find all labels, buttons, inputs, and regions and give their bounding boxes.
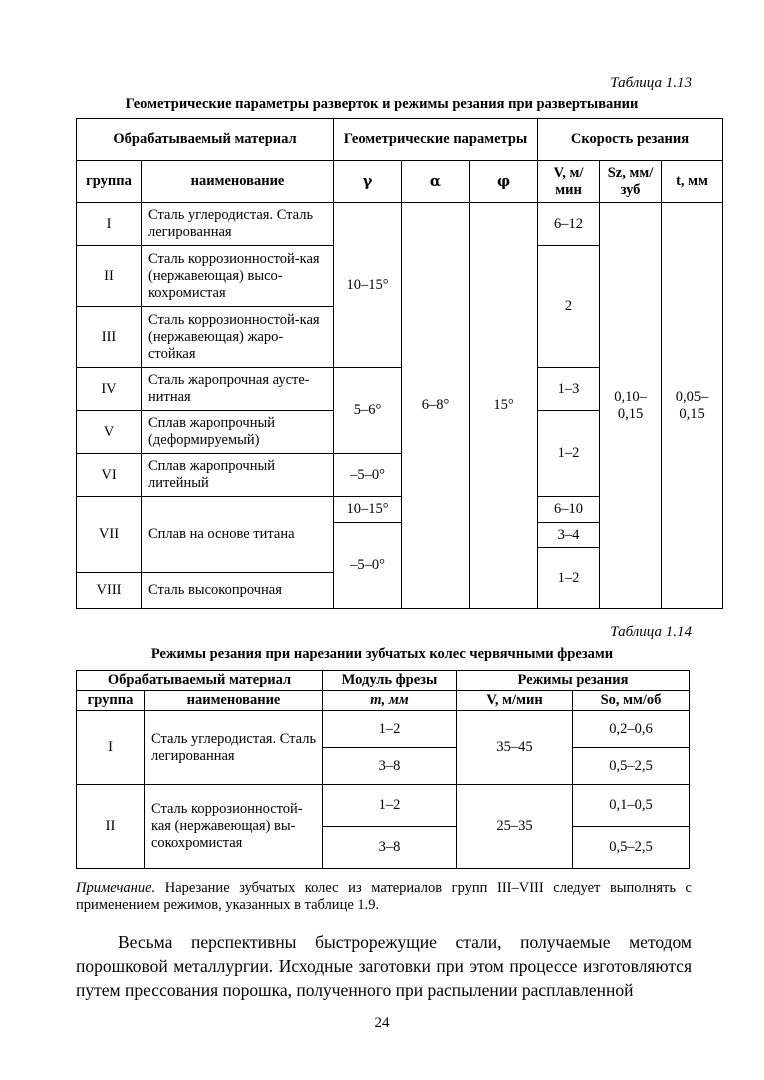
s-header: Sz, мм/зуб	[600, 161, 662, 203]
group-cell: VIII	[77, 573, 142, 609]
alpha-cell: 6–8°	[402, 203, 470, 609]
name-cell: Сталь высокопрочная	[142, 573, 334, 609]
group-header: группа	[77, 691, 145, 711]
name-cell: Сталь коррозионностой-кая (нержавеющая) жаро-стойкая	[142, 307, 334, 368]
speed-header: Скорость резания	[538, 119, 723, 161]
t-cell: 0,05–0,15	[662, 203, 723, 609]
name-cell: Сталь углеродистая. Сталь легированная	[142, 203, 334, 246]
s-header: Sо, мм/об	[573, 691, 690, 711]
alpha-header: α	[402, 161, 470, 203]
gamma-header: γ	[334, 161, 402, 203]
t-header: t, мм	[662, 161, 723, 203]
group-cell: II	[77, 785, 145, 869]
v-cell: 1–2	[538, 411, 600, 497]
name-cell: Сталь коррозионностой-кая (нержавеющая) вы-сокохромистая	[145, 785, 323, 869]
gamma-cell: 10–15°	[334, 203, 402, 368]
table-note	[76, 880, 692, 914]
table-1-14-label: Таблица 1.14	[610, 624, 692, 640]
page-number: 24	[374, 1015, 390, 1031]
table-1-14	[76, 670, 690, 869]
geometry-header: Геометрические параметры	[334, 119, 538, 161]
name-cell: Сплав на основе титана	[142, 497, 334, 573]
v-cell: 25–35	[457, 785, 573, 869]
gamma-cell: –5–0°	[334, 454, 402, 497]
name-cell: Сталь углеродистая. Сталь легированная	[145, 711, 323, 785]
note-text: Нарезание зубчатых колес из материалов групп III–VIII следует выполнять с применением режимов, указанных в таблице 1.9.	[76, 880, 692, 913]
s-cell: 0,2–0,6	[573, 711, 690, 748]
m-cell: 1–2	[323, 785, 457, 827]
m-cell: 3–8	[323, 748, 457, 785]
name-cell: Сталь коррозионностой-кая (нержавеющая) высо-кохромистая	[142, 246, 334, 307]
phi-header: φ	[470, 161, 538, 203]
v-cell: 1–2	[538, 548, 600, 609]
v-header: V, м/мин	[457, 691, 573, 711]
v-cell: 35–45	[457, 711, 573, 785]
group-cell: II	[77, 246, 142, 307]
module-header: Модуль фрезы	[323, 671, 457, 691]
table-1-14-title: Режимы резания при нарезании зубчатых колес червячными фрезами	[150, 646, 614, 662]
s-cell: 0,5–2,5	[573, 827, 690, 869]
name-cell: Сплав жаропрочный (деформируемый)	[142, 411, 334, 454]
v-cell: 3–4	[538, 523, 600, 548]
name-header: наименование	[145, 691, 323, 711]
s-cell: 0,1–0,5	[573, 785, 690, 827]
s-cell: 0,5–2,5	[573, 748, 690, 785]
m-header: m, мм	[323, 691, 457, 711]
note-label: Примечание.	[76, 880, 156, 896]
group-cell: VI	[77, 454, 142, 497]
table-1-13	[76, 118, 723, 609]
v-cell: 6–12	[538, 203, 600, 246]
material-header: Обрабатываемый материал	[77, 671, 323, 691]
gamma-cell: 10–15°	[334, 497, 402, 523]
m-cell: 3–8	[323, 827, 457, 869]
table-1-13-label: Таблица 1.13	[610, 75, 692, 91]
m-cell: 1–2	[323, 711, 457, 748]
gamma-cell: 5–6°	[334, 368, 402, 454]
group-cell: I	[77, 203, 142, 246]
group-cell: V	[77, 411, 142, 454]
name-header: наименование	[142, 161, 334, 203]
v-header: V, м/мин	[538, 161, 600, 203]
group-header: группа	[77, 161, 142, 203]
group-cell: IV	[77, 368, 142, 411]
phi-cell: 15°	[470, 203, 538, 609]
gamma-cell: –5–0°	[334, 523, 402, 609]
group-cell: VII	[77, 497, 142, 573]
s-cell: 0,10–0,15	[600, 203, 662, 609]
body-paragraph: Весьма перспективны быстрорежущие стали, получаемые методом порошковой металлургии. Исходные заготовки при этом процессе изготовляются путем прессования порошка, полученного при распылении расплавленной	[76, 932, 692, 1000]
name-cell: Сталь жаропрочная аусте-нитная	[142, 368, 334, 411]
table-1-13-title: Геометрические параметры разверток и режимы резания при развертывании	[125, 96, 639, 112]
group-cell: I	[77, 711, 145, 785]
v-cell: 2	[538, 246, 600, 368]
modes-header: Режимы резания	[457, 671, 690, 691]
name-cell: Сплав жаропрочный литейный	[142, 454, 334, 497]
v-cell: 1–3	[538, 368, 600, 411]
group-cell: III	[77, 307, 142, 368]
v-cell: 6–10	[538, 497, 600, 523]
material-header: Обрабатываемый материал	[77, 119, 334, 161]
